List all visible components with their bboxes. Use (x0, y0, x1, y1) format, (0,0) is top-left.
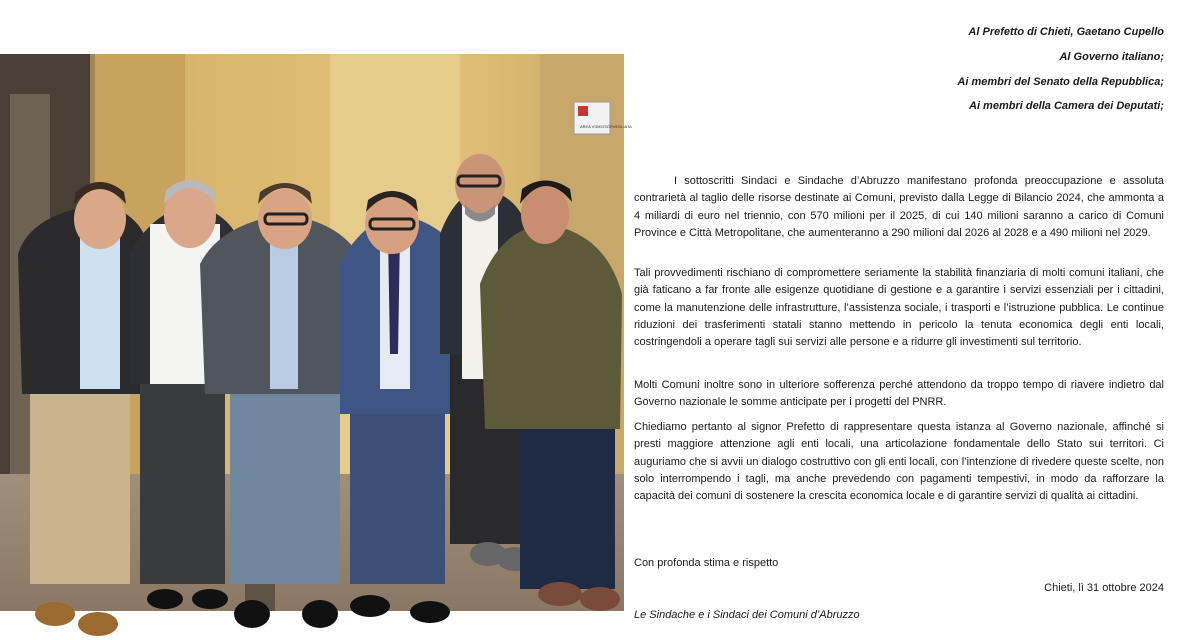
addressee-prefetto: Al Prefetto di Chieti, Gaetano Cupello (968, 26, 1164, 38)
group-photo-illustration (0, 54, 632, 611)
addressee-governo: Al Governo italiano; (1059, 51, 1164, 63)
addressee-senato: Ai membri del Senato della Repubblica; (957, 76, 1164, 88)
addressee-camera: Ai membri della Camera dei Deputati; (969, 100, 1164, 112)
open-letter (634, 0, 1164, 640)
letter-paragraph-3: Molti Comuni inoltre sono in ulteriore sofferenza perché attendono da troppo tempo di riavere indietro dal Governo nazionale le somme anticipate per i progetti del PNRR. (634, 379, 1164, 409)
closing-salutation: Con profonda stima e rispetto (634, 557, 779, 569)
place-date: Chieti, lì 31 ottobre 2024 (1044, 582, 1164, 594)
signature: Le Sindache e i Sindaci dei Comuni d’Abruzzo (634, 609, 860, 621)
letter-paragraph-1: I sottoscritti Sindaci e Sindache d’Abruzzo manifestano profonda preoccupazione e assoluta contrarietà al taglio delle risorse destinate ai Comuni, previsto dalla Legge di Bilancio 2024, che ammonta a 4 miliardi di euro nel triennio, con 570 milioni per il 2025, di cui 140 milioni saranno a carico di Comuni Province e Città Metropolitane, che aumenteranno a 290 milioni dal 2026 al 2028 e a 490 milioni nel 2029. (634, 175, 1164, 239)
letter-paragraph-2: Tali provvedimenti rischiano di compromettere seriamente la stabilità finanziaria di molti comuni italiani, che già faticano a far fronte alle esigenze quotidiane di gestione e a garantire i servizi essenziali per i cittadini, come la manutenzione delle infrastrutture, l’assistenza sociale, i trasporti e l’istruzione pubblica. Le continue riduzioni dei trasferimenti statali stanno mettendo in pericolo la tenuta economica degli enti locali, costringendoli a operare tagli sui servizi alle persone e a ridurre gli investimenti sul territorio. (634, 267, 1164, 349)
sign-text: AREA VIDEOSORVEGLIATA (580, 124, 632, 129)
group-photo (0, 54, 632, 611)
letter-paragraph-4: Chiediamo pertanto al signor Prefetto di rappresentare questa istanza al Governo nazionale, affinché si presti maggiore attenzione agli enti locali, una articolazione fondamentale dello Stato sui territori. Ci auguriamo che si avvii un dialogo costruttivo con gli enti locali, con l’intenzione di rivedere queste scelte, non solo interrompendo i tagli, ma anche prevedendo con pagamenti tempestivi, in modo da rafforzare la capacità dei comuni di sostenere la crescita economica locale e di garantire servizi di qualità ai cittadini. (634, 421, 1164, 503)
